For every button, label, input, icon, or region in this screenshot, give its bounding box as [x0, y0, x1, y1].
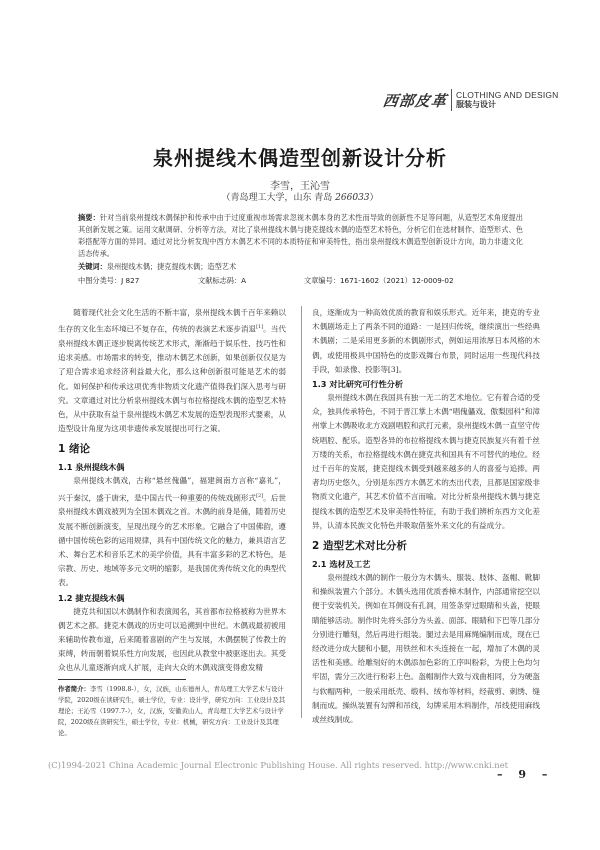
abstract [78, 212, 523, 260]
clc-label: 中图分类号： [78, 276, 122, 285]
affiliation-prefix: （青岛理工大学，山东 青岛 [221, 193, 336, 203]
clc-number [78, 276, 139, 286]
abstract-label: 摘要： [78, 213, 100, 222]
footnote-rule [58, 679, 186, 680]
section-heading-1-2: 1.2 捷克提线木偶 [58, 592, 125, 603]
section-1-2-paragraph: 捷克共和国以木偶制作和表演闻名，其首都布拉格被称为世界木偶艺术之都。捷克木偶戏的历史可以追溯到中世纪。木偶戏最初被用来辅助传教布道，后来随着喜剧的产生与发展，木偶摆脱了传教士的束缚，转而朝着娱乐性方向发展，也因此从教堂中被驱逐出去。其受众也从儿童逐渐向成人扩展，走向大众的木偶戏演变得愈发精 [58, 606, 286, 673]
journal-section-en: CLOTHING AND DESIGN [456, 90, 559, 100]
citation-ref: [1] [256, 324, 264, 331]
body-column-right [312, 306, 540, 727]
journal-section-cn: 服装与设计 [456, 100, 497, 109]
section-2-1-paragraph: 泉州提线木偶的制作一般分为木偶头、服装、肢体、盔帽、靴脚和操纵装置六个部分。木偶头选用优质香樟木制作，内部通常挖空以便于安装机关。例如在耳侧设有孔洞，用签条穿过眼睛和头盖，使眼睛能够活动。制作时先将头部分为头盖、面部、眼睛和下巴等几部分分别进行雕刻，然后再进行组装。腿过去是用麻绳编制而成，现在已经改进分成大腿和小腿，用铁丝和木头连接在一起，增加了木偶的灵活性和美感。给雕刻好的木偶添加色彩的工序叫粉彩，为使上色均匀牢固，需分三次进行粉彩上色。盔帽制作大致与戏曲相同，分为硬盔与软帽两种，一般采用纸壳、缎料、绒布等材料，经裁剪、刺绣、缝制而成。操纵装置有勾牌和吊线，勾牌采用木料制作，吊线使用麻线或丝线制成。 [312, 573, 540, 725]
body-column-left [58, 306, 286, 676]
author-bio-footnote [58, 684, 286, 739]
doc-code-label: 文献标志码： [198, 276, 242, 285]
keywords [78, 262, 236, 272]
article-number [304, 276, 454, 286]
article-affiliation [0, 190, 600, 203]
affiliation-suffix: ） [369, 193, 379, 203]
citation-ref: [2] [256, 492, 264, 499]
intro-paragraph: 随着现代社会文化生活的不断丰富，泉州提线木偶千百年来赖以生存的文化生态环境已不复存在，传统的表演艺术逐步消退[1]。当代泉州提线木偶正逐步脱离传统艺术形式，渐渐趋于娱乐性、技巧性和追求美感。市场需求的转变，推动木偶艺术创新，如果创新仅仅是为了迎合需求追求经济利益最大化，那么这种创新很可能是艺术的弱化。如何保护和传承这项优秀非物质文化遗产值得我们深入思考与研究。文章通过对比分析泉州提线木偶与布拉格提线木偶的造型艺术特色，从中获取有益于泉州提线木偶艺术发展的造型表现形式要素，从造型设计角度为这项非遗传承发展提出可行之策。 [58, 308, 287, 434]
journal-calligraphy-logo: 西部皮革 [381, 91, 449, 110]
section-1-1-paragraph: 泉州提线木偶戏，古称“悬丝傀儡”，福建闽南方言称“嘉礼”，兴于秦汉，盛于唐宋，是中国古代一种重要的传统戏剧形式[2]。后世泉州提线木偶戏被列为全国木偶戏之首。木偶的前身是俑，随着历史发展不断创新演变，呈现出现今的艺术形象。它融合了中国佛韵，遵循中国传统色彩的运用规律，具有中国传统文化的魅力，兼具语言艺术、舞台艺术和音乐艺术的美学价值，具有丰富多彩的艺术特色，是宗教、历史、地域等多元文明的缩影，是我国优秀传统文化的典型代表。 [58, 476, 287, 588]
journal-logo [383, 88, 559, 112]
section-heading-2-1: 2.1 选材及工艺 [312, 559, 371, 570]
logo-divider [451, 89, 452, 111]
article-no-label: 文章编号： [304, 276, 340, 285]
document-code [198, 276, 246, 286]
section-heading-2: 2 造型艺术对比分析 [312, 540, 407, 553]
copyright-notice: (C)1994-2021 China Academic Journal Electronic Publishing House. All rights reserved. http://www.cnki.net [48, 760, 509, 770]
section-heading-1-1: 1.1 泉州提线木偶 [58, 462, 125, 473]
article-no-value: 1671-1602（2021）12-0009-02 [339, 276, 454, 285]
keywords-text: 泉州提线木偶；捷克提线木偶；造型艺术 [106, 262, 237, 271]
article-title: 泉州提线木偶造型创新设计分析 [153, 146, 447, 170]
page-number: – 9 – [497, 768, 554, 781]
doc-code-value: A [241, 276, 247, 285]
article-authors: 李雪，王沁雪 [270, 181, 330, 192]
abstract-text: 针对当前泉州提线木偶保护和传承中由于过度重视市场需求忽视木偶本身的艺术性而导致的创新性不足等问题，从造型艺术角度提出其创新发展之策。运用文献调研、分析等方法，对比了泉州提线木偶与捷克提线木偶的造型艺术特色，分析它们在选材制作、造型形式、色彩搭配等方面的异同。通过对比分析发现中西方木偶艺术不同的本质特征和审美特性，指出泉州提线木偶造型创新设计方向，助力非遗文化活态传承。 [78, 213, 523, 258]
footnote-label: 作者简介： [58, 685, 90, 693]
section-1-3-paragraph: 泉州提线木偶在我国具有独一无二的艺术地位。它有着合适的受众，独具传承特色，不同于晋江掌上木偶“唱傀儡戏、傲梨园科”和漳州掌上木偶吸收北方戏剧唱腔和武打元素，泉州提线木偶一直坚守传统唱腔、配乐。造型各异的布拉格提线木偶与捷克民族复兴有着千丝万缕的关系，布拉格提线木偶在捷克共和国具有不可替代的地位。经过千百年的发展，捷克提线木偶受到越来越多的人的喜爱与追捧。两者均历史悠久，分别是东西方木偶艺术的杰出代表，且都是国家级非物质文化遗产，其艺术价值不言而喻。对比分析泉州提线木偶与捷克提线木偶的造型艺术及审美特性特征，有助于我们辨析东西方文化差异，认清本民族文化特色并吸取借鉴外来文化的有益成分。 [312, 393, 540, 530]
affiliation-postcode: 266033 [335, 193, 370, 203]
clc-value: J 827 [121, 276, 140, 285]
footnote-text: 李雪（1998.8-），女，汉族，山东德州人，青岛理工大学艺术与设计学院，2020级在读研究生，硕士学位，专业：设计学，研究方向：工业设计及其理论；王沁雪（1997.7-），女，汉族，安徽黄山人，青岛理工大学艺术与设计学院，2020级在读研究生，硕士学位，专业：机械，研究方向：工业设计及其理论。 [58, 685, 286, 737]
keywords-label: 关键词： [78, 262, 107, 271]
journal-section-label [456, 90, 559, 110]
section-heading-1-3: 1.3 对比研究可行性分析 [312, 379, 404, 390]
section-heading-1: 1 绪论 [58, 443, 90, 456]
column-divider [301, 306, 302, 718]
continued-paragraph: 良，逐渐成为一种高效优质的教育和娱乐形式。近年来，捷克的专业木偶剧场走上了两条不同的道路：一是回归传统，继续演出一些经典木偶剧；二是采用更多新的木偶剧形式，例如运用浓厚日本风格的木偶，或使用极具中国特色的皮影戏舞台布景，同时运用一些现代科技手段，如录像、投影等[3]。 [312, 308, 540, 374]
